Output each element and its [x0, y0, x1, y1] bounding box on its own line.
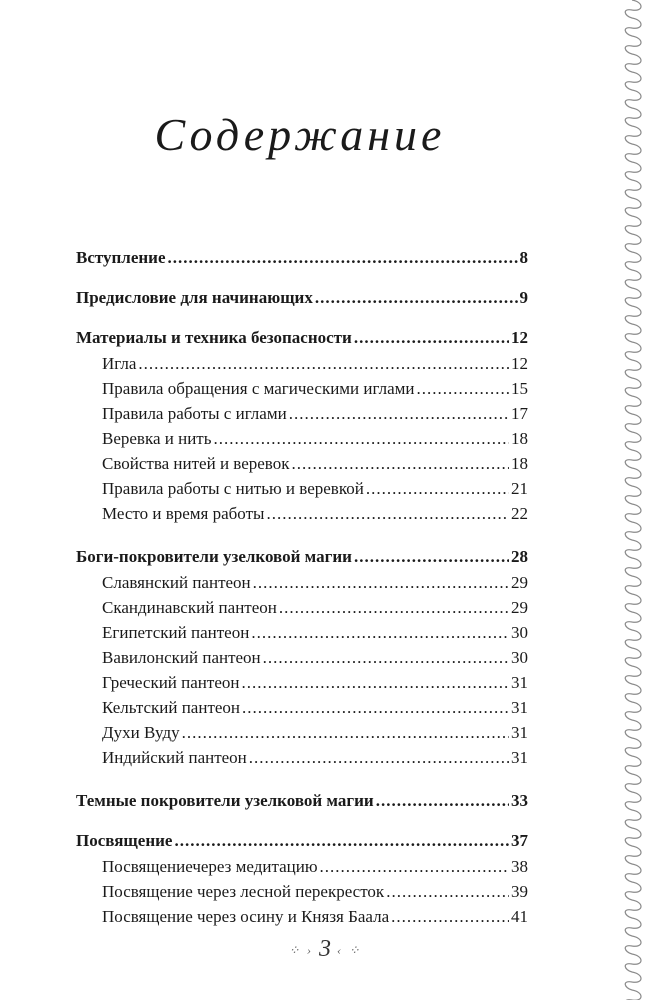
toc-subentry — [76, 748, 528, 773]
toc-entry-dark-patrons — [76, 791, 528, 813]
toc-leader-dots — [376, 791, 509, 811]
toc-leader-dots — [417, 379, 510, 399]
toc-entry-label: Вступление — [76, 248, 166, 267]
toc-entry-page: 33 — [511, 791, 528, 810]
toc-entry-page: 8 — [519, 248, 528, 267]
folio-ornament-left-icon: ⁘ › — [288, 942, 313, 958]
toc-entry-initiation — [76, 831, 528, 853]
toc-entry-page: 28 — [511, 547, 528, 566]
toc-entry-label: Посвящение — [76, 831, 173, 850]
toc-leader-dots — [279, 598, 509, 618]
toc-subentry — [76, 573, 528, 598]
toc-leader-dots — [366, 479, 509, 499]
toc-subentry — [76, 454, 528, 479]
toc-entry-page: 15 — [511, 379, 528, 398]
toc-entry-label: Индийский пантеон — [102, 748, 247, 767]
toc-leader-dots — [138, 354, 509, 374]
toc-entry-page: 18 — [511, 454, 528, 473]
toc-entry-label: Славянский пантеон — [102, 573, 251, 592]
toc-entry-materials — [76, 328, 528, 350]
toc-entry-label: Правила работы с иглами — [102, 404, 287, 423]
toc-subentry — [76, 404, 528, 429]
toc-leader-dots — [242, 698, 509, 718]
toc-entry-label: Место и время работы — [102, 504, 265, 523]
toc-entry-page: 22 — [511, 504, 528, 523]
toc-subentry — [76, 698, 528, 723]
toc-entry-page: 31 — [511, 723, 528, 742]
toc-subentry — [76, 723, 528, 748]
toc-entry-label: Кельтский пантеон — [102, 698, 241, 717]
toc-subentry — [76, 623, 528, 648]
toc-entry-page: 30 — [511, 648, 528, 667]
toc-leader-dots — [320, 857, 509, 877]
toc-leader-dots — [168, 248, 518, 268]
toc-entry-page: 12 — [511, 328, 528, 347]
toc-subentry — [76, 504, 528, 529]
toc-subentry — [76, 429, 528, 454]
toc-leader-dots — [391, 907, 509, 927]
toc-entry-label: Темные покровители узелковой магии — [76, 791, 374, 810]
toc-entry-label: Веревка и нить — [102, 429, 212, 448]
toc-entry-page: 30 — [511, 623, 528, 642]
toc-leader-dots — [386, 882, 509, 902]
toc-entry-page: 31 — [511, 698, 528, 717]
toc-entry-label: Предисловие для начинающих — [76, 288, 313, 307]
toc-leader-dots — [249, 748, 509, 768]
toc-entry-page: 38 — [511, 857, 528, 876]
toc-subentry — [76, 857, 528, 882]
toc-entry-preface — [76, 288, 528, 310]
toc-subentry — [76, 882, 528, 907]
toc-entry-page: 37 — [511, 831, 528, 850]
toc-entry-page: 21 — [511, 479, 528, 498]
toc-entry-label: Материалы и техника безопасности — [76, 328, 352, 347]
folio-ornament-right-icon: ‹ ⁘ — [337, 942, 362, 958]
toc-entry-page: 39 — [511, 882, 528, 901]
toc-entry-label: Посвящение через лесной перекресток — [102, 882, 385, 901]
toc-subentry — [76, 648, 528, 673]
toc-leader-dots — [263, 648, 509, 668]
toc-entry-label: Греческий пантеон — [102, 673, 240, 692]
toc-entry-page: 29 — [511, 598, 528, 617]
toc-entry-label: Игла — [102, 354, 137, 373]
toc-entry-page: 31 — [511, 748, 528, 767]
toc-subentry — [76, 354, 528, 379]
page-number-folio — [0, 936, 650, 963]
toc-leader-dots — [251, 623, 509, 643]
toc-leader-dots — [182, 723, 509, 743]
toc-entry-label: Скандинавский пантеон — [102, 598, 277, 617]
toc-leader-dots — [241, 673, 509, 693]
toc-entry-page: 31 — [511, 673, 528, 692]
toc-entry-label: Правила работы с нитью и веревкой — [102, 479, 364, 498]
toc-entry-label: Египетский пантеон — [102, 623, 250, 642]
toc-subentry — [76, 479, 528, 504]
toc-entry-label: Посвящение через осину и Князя Баала — [102, 907, 390, 926]
toc-subentry — [76, 379, 528, 404]
toc-leader-dots — [174, 831, 509, 851]
toc-entry-page: 29 — [511, 573, 528, 592]
toc-subentry — [76, 907, 528, 932]
toc-entry-label: Посвящениечерез медитацию — [102, 857, 318, 876]
toc-entry-gods — [76, 547, 528, 569]
toc-entry-page: 18 — [511, 429, 528, 448]
toc-entry-label: Свойства нитей и веревок — [102, 454, 290, 473]
toc-entry-page: 17 — [511, 404, 528, 423]
page-title: Содержание — [154, 109, 446, 160]
decorative-swirl-border — [610, 0, 650, 1000]
toc-entry-label: Вавилонский пантеон — [102, 648, 261, 667]
toc-leader-dots — [213, 429, 509, 449]
toc-leader-dots — [253, 573, 509, 593]
toc-subentry — [76, 598, 528, 623]
page-number: 3 — [319, 936, 331, 962]
toc-entry-label: Боги-покровители узелковой магии — [76, 547, 352, 566]
toc-leader-dots — [289, 404, 509, 424]
toc-entry-page: 41 — [511, 907, 528, 926]
toc-entry-intro — [76, 248, 528, 270]
toc-entry-label: Духи Вуду — [102, 723, 180, 742]
toc-leader-dots — [354, 328, 509, 348]
toc-entry-page: 12 — [511, 354, 528, 373]
table-of-contents — [76, 248, 528, 932]
toc-entry-label: Правила обращения с магическими иглами — [102, 379, 415, 398]
toc-leader-dots — [291, 454, 509, 474]
toc-leader-dots — [315, 288, 518, 308]
toc-leader-dots — [354, 547, 509, 567]
toc-leader-dots — [266, 504, 509, 524]
toc-subentry — [76, 673, 528, 698]
toc-entry-page: 9 — [519, 288, 528, 307]
